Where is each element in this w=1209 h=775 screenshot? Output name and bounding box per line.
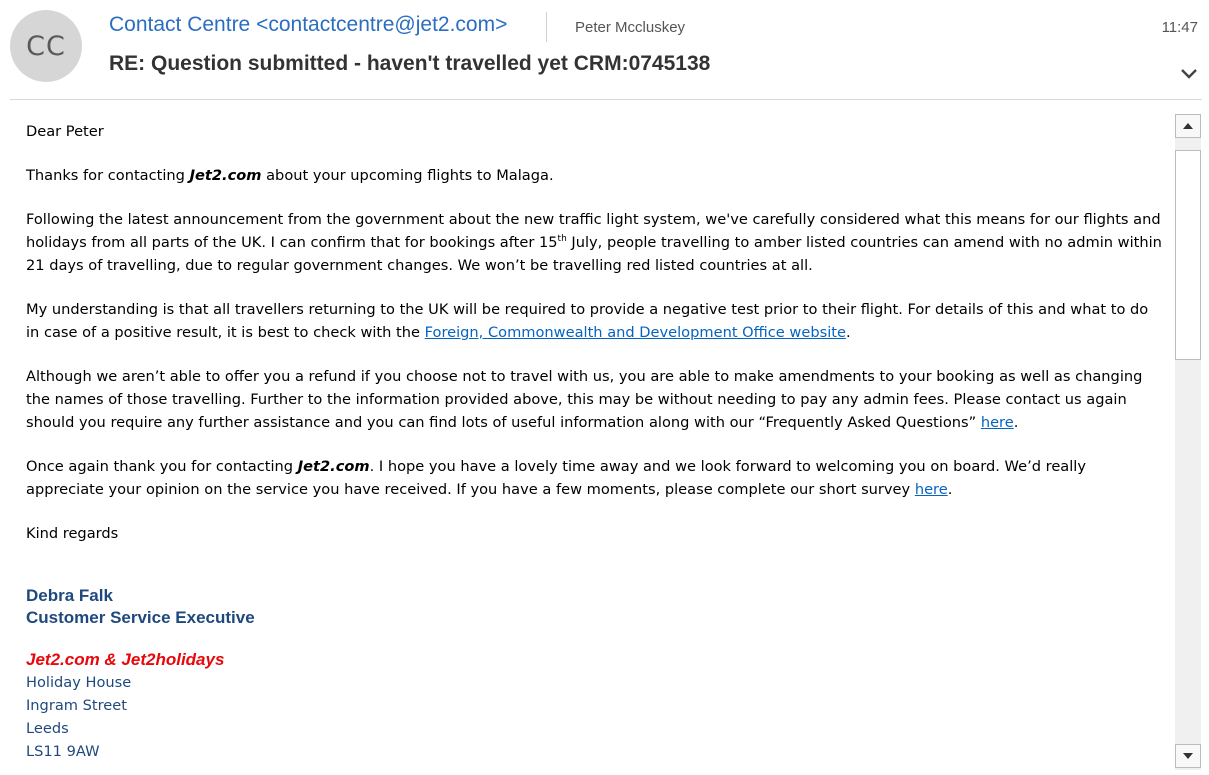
- arrow-down-icon: [1182, 752, 1194, 760]
- paragraph-testing: My understanding is that all travellers returning to the UK will be required to provide a negative test prior to their flight. For details of this and what to do in case of a positive result, it is best to check with the Foreign, Commonwealth and Development Office website.: [26, 301, 1149, 341]
- address-line: LS11 9AW: [26, 743, 100, 760]
- address-line: Leeds: [26, 720, 69, 737]
- signature: [26, 585, 1166, 763]
- paragraph-refund: Although we aren’t able to offer you a refund if you choose not to travel with us, you are able to make amendments to your booking as well as changing the names of those travelling. Further to the information provided above, this may be without needing to pay any admin fees. Please contact us again should you require any further assistance and you can find lots of useful information along with our “Frequently Asked Questions” here.: [26, 368, 1143, 431]
- header-divider: [546, 12, 547, 42]
- sender-name[interactable]: Contact Centre <contactcentre@jet2.com>: [109, 13, 508, 36]
- signature-company: Jet2.com & Jet2holidays: [26, 650, 225, 669]
- email-body: [26, 120, 1166, 763]
- signature-name: Debra Falk: [26, 586, 113, 605]
- paragraph-survey: Once again thank you for contacting Jet2.com. I hope you have a lovely time away and we look forward to welcoming you on board. We’d really appreciate your opinion on the service you have received. If you have a few moments, please complete our short survey here.: [26, 458, 1086, 498]
- closing: Kind regards: [26, 525, 119, 542]
- recipient-name[interactable]: Peter Mccluskey: [575, 19, 686, 36]
- expand-header-button[interactable]: [1179, 64, 1199, 84]
- scroll-thumb[interactable]: [1175, 150, 1201, 360]
- avatar[interactable]: CC: [10, 10, 82, 82]
- received-time: 11:47: [1161, 19, 1198, 36]
- scroll-up-button[interactable]: [1175, 114, 1201, 138]
- survey-link[interactable]: here: [914, 481, 948, 498]
- paragraph-intro: Thanks for contacting Jet2.com about your upcoming flights to Malaga.: [26, 167, 554, 184]
- paragraph-traffic-light: Following the latest announcement from the government about the new traffic light system, we've carefully considered what this means for our flights and holidays from all parts of the UK. I can confirm that for bookings after 15th July, people travelling to amber listed countries can amend with no admin within 21 days of travelling, due to regular government changes. We won’t be travelling red listed countries at all.: [26, 211, 1162, 274]
- arrow-up-icon: [1182, 122, 1194, 130]
- email-header: [0, 0, 1209, 100]
- scroll-down-button[interactable]: [1175, 744, 1201, 768]
- address-line: Ingram Street: [26, 697, 127, 714]
- signature-title: Customer Service Executive: [26, 608, 255, 627]
- greeting: Dear Peter: [26, 123, 104, 140]
- fcdo-website-link[interactable]: Foreign, Commonwealth and Development Office website: [424, 324, 846, 341]
- chevron-down-icon: [1179, 64, 1199, 84]
- header-separator: [10, 99, 1202, 100]
- email-subject: RE: Question submitted - haven't travelled yet CRM:0745138: [109, 52, 711, 75]
- vertical-scrollbar[interactable]: [1175, 114, 1201, 770]
- address-line: Holiday House: [26, 674, 132, 691]
- brand-name: Jet2.com: [297, 458, 370, 475]
- faq-link[interactable]: here: [980, 414, 1014, 431]
- brand-name: Jet2.com: [189, 167, 262, 184]
